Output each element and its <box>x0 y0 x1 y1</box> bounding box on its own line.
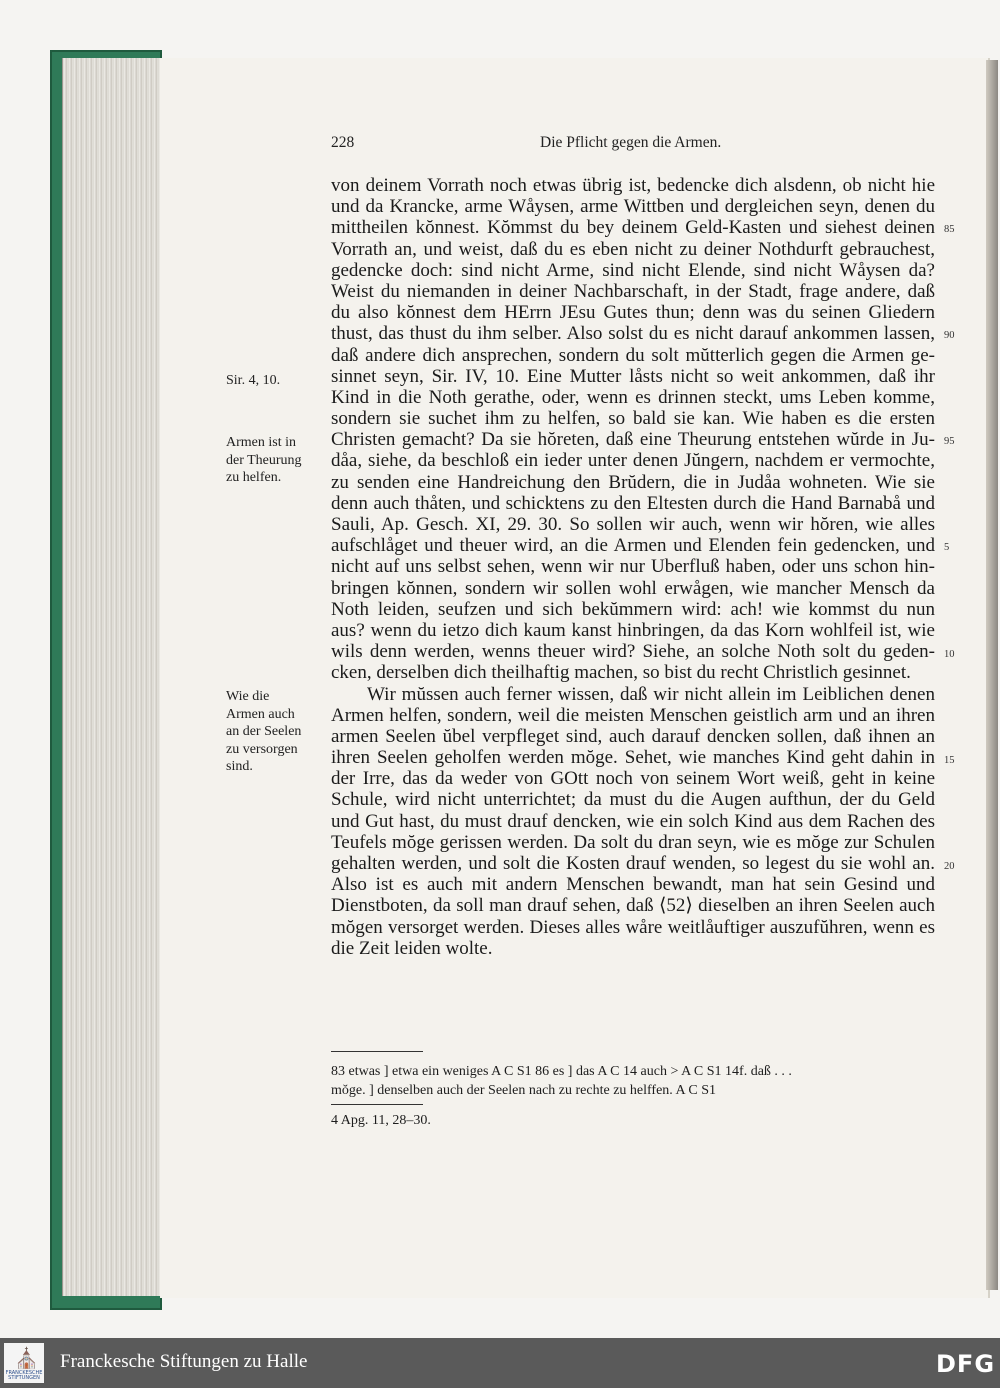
critical-apparatus <box>331 1062 935 1100</box>
text-line: Dienstboten, da soll man drauf sehen, daß ⟨52⟩ dieselben an ihren Seelen auch <box>331 895 935 917</box>
margin-note-armen <box>226 434 326 487</box>
text-line: gedencke doch: sind nicht Arme, sind nicht Elende, sind nicht Wåysen da? <box>331 259 935 281</box>
margin-note-line: zu helfen. <box>226 470 282 485</box>
text-line: aufschlåget und theuer wird, an die Armen und Elenden fein gedencken, und <box>331 535 935 557</box>
margin-note-line: zu versorgen <box>226 741 298 757</box>
dfg-logo[interactable]: DFG <box>936 1350 996 1378</box>
text-line: der Irre, das da weder von GOtt noch von seinem Wort weiß, geht in keine <box>331 768 935 790</box>
text-line: daß andere dich ansprechen, sondern du solt mŭtterlich gegen die Armen ge- <box>331 344 935 366</box>
text-line: Armen helfen, sondern, weil die meisten Menschen geistlich arm und an ihren <box>331 704 935 726</box>
text-line: Teufels mŏge gerissen werden. Da solt du dran seyn, wie es mŏge zur Schulen <box>331 831 935 853</box>
text-line: die Zeit leiden wolte. <box>331 937 493 959</box>
text-line: cken, derselben dich theilhaftig machen, so bist du recht Christlich gesinnet. <box>331 662 911 684</box>
text-line: ihren Seelen geholfen werden mŏge. Sehet, wie manches Kind geht dahin in <box>331 747 935 769</box>
text-line: aus? wenn du ietzo dich kaum kanst hinbringen, da das Korn wohlfeil ist, wie <box>331 619 935 641</box>
text-line: Vorrath an, und weist, daß du es eben nicht zu deiner Nothdurft gebrauchest, <box>331 238 935 260</box>
line-number: 10 <box>944 649 955 660</box>
institution-logo[interactable] <box>4 1343 44 1383</box>
text-line: armen Seelen ŭbel verpfleget sind, auch darauf dencken sollen, daß ihnen an <box>331 725 935 747</box>
line-number: 95 <box>944 436 955 447</box>
text-line: Noth leiden, seufzen und sich bekŭmmern wird: ach! wie kommst du nun <box>331 598 935 620</box>
text-line: Kind in die Noth gerathe, oder, wenn es drinnen steckt, ums Leben komme, <box>331 386 935 408</box>
text-line: Schule, wird nicht unterrichtet; da must du die Augen aufthun, der du Geld <box>331 789 935 811</box>
page-stack-edges <box>62 58 169 1296</box>
text-line: denn auch thåten, und schicktens zu den Eltesten durch die Hand Barnabå und <box>331 492 935 514</box>
running-title: Die Pflicht gegen die Armen. <box>540 134 722 151</box>
source-note: 4 Apg. 11, 28–30. <box>331 1113 431 1128</box>
margin-note-line: Sir. 4, 10. <box>226 373 281 388</box>
text-line: mittheilen kŏnnest. Kŏmmst du bey deinem Geld-Kasten und siehest deinen <box>331 217 935 239</box>
logo-lettering: FRANCKESCHE STIFTUNGEN <box>5 1370 43 1381</box>
institution-name[interactable]: Franckesche Stiftungen zu Halle <box>60 1351 308 1372</box>
margin-note-line: Armen auch <box>226 706 295 722</box>
margin-note-line: an der Seelen <box>226 724 302 739</box>
margin-note-line: Armen ist in <box>226 435 296 450</box>
text-line: Sauli, Ap. Gesch. XI, 29. 30. So sollen wir auch, wenn wir hŏren, wie alles <box>331 514 935 535</box>
margin-note-sir <box>226 372 326 390</box>
text-line: und Gut hast, du must drauf dencken, wie ein solch Kind aus dem Rachen des <box>331 810 935 832</box>
margin-note-seelen <box>226 688 326 776</box>
text-line: thust, das thust du ihm selber. Also solst du es nicht darauf ankommen lassen, <box>331 323 935 345</box>
text-line: Christen gemacht? Da sie hŏreten, daß eine Theurung entstehen wŭrde in Ju- <box>331 429 935 451</box>
text-line: wils denn werden, wenns theuer wird? Siehe, an solche Noth solt du geden- <box>331 641 935 663</box>
source-rule <box>331 1104 423 1105</box>
text-line: Also ist es auch mit andern Menschen bewandt, man hat sein Gesind und <box>331 874 935 896</box>
text-line: mŏgen versorget werden. Dieses alles wåre weitlåuftiger auszufŭhren, wenn es <box>331 916 935 938</box>
margin-note-line: der Theurung <box>226 452 302 468</box>
margin-note-line: Wie die <box>226 689 270 704</box>
text-line: zu senden eine Handreichung den Brŭdern, die in Judåa wohneten. Wie sie <box>331 471 935 493</box>
viewer-footer <box>0 1338 1000 1388</box>
line-number: 5 <box>944 542 950 553</box>
footnote-rule <box>331 1051 423 1052</box>
building-icon: ⛪ <box>14 1346 39 1370</box>
line-number: 15 <box>944 755 955 766</box>
text-line: Weist du niemanden in deiner Nachbarschaft, in der Stadt, frage andere, daß <box>331 280 935 302</box>
main-text <box>331 175 935 959</box>
page-number: 228 <box>331 134 355 151</box>
text-line: dåa, siehe, da beschloß ein ieder unter denen Jŭngern, nachdem er vermochte, <box>331 450 935 472</box>
text-line: und da Krancke, arme Wåysen, arme Wittben und dergleichen seyn, denen du <box>331 196 935 218</box>
text-line: sinnet seyn, Sir. IV, 10. Eine Mutter låsts nicht so weit ankommen, daß ihr <box>331 365 935 387</box>
page-gutter-shadow <box>986 60 998 1290</box>
text-line: Wir mŭssen auch ferner wissen, daß wir nicht allein im Leiblichen denen <box>367 683 935 705</box>
margin-note-line: sind. <box>226 759 253 774</box>
text-line: bringen kŏnnen, sondern wir sollen wohl erwågen, wie mancher Mensch da <box>331 577 935 599</box>
apparatus-line: mŏge. ] denselben auch der Seelen nach zu rechte zu helffen. A C S1 <box>331 1083 716 1098</box>
text-line: von deinem Vorrath noch etwas übrig ist, bedencke dich alsdenn, ob nicht hie <box>331 175 935 196</box>
text-line: gehalten werden, und solt die Kosten drauf wenden, so legest du sie wohl an. <box>331 853 935 874</box>
apparatus-line: 83 etwas ] etwa ein weniges A C S1 86 es ] das A C 14 auch > A C S1 14f. daß . . . <box>331 1064 792 1079</box>
line-number: 85 <box>944 224 955 235</box>
text-line: sondern sie suchet ihm zu helfen, so bald sie kan. Wie haben es die ersten <box>331 408 935 430</box>
text-line: du also kŏnnest dem HErrn JEsu Gutes thun; denn was du seinen Gliedern <box>331 302 935 324</box>
line-number: 90 <box>944 330 955 341</box>
text-line: nicht auf uns selbst sehen, wenn wir nur Uberfluß haben, oder uns schon hin- <box>331 556 935 578</box>
line-number: 20 <box>944 861 955 872</box>
